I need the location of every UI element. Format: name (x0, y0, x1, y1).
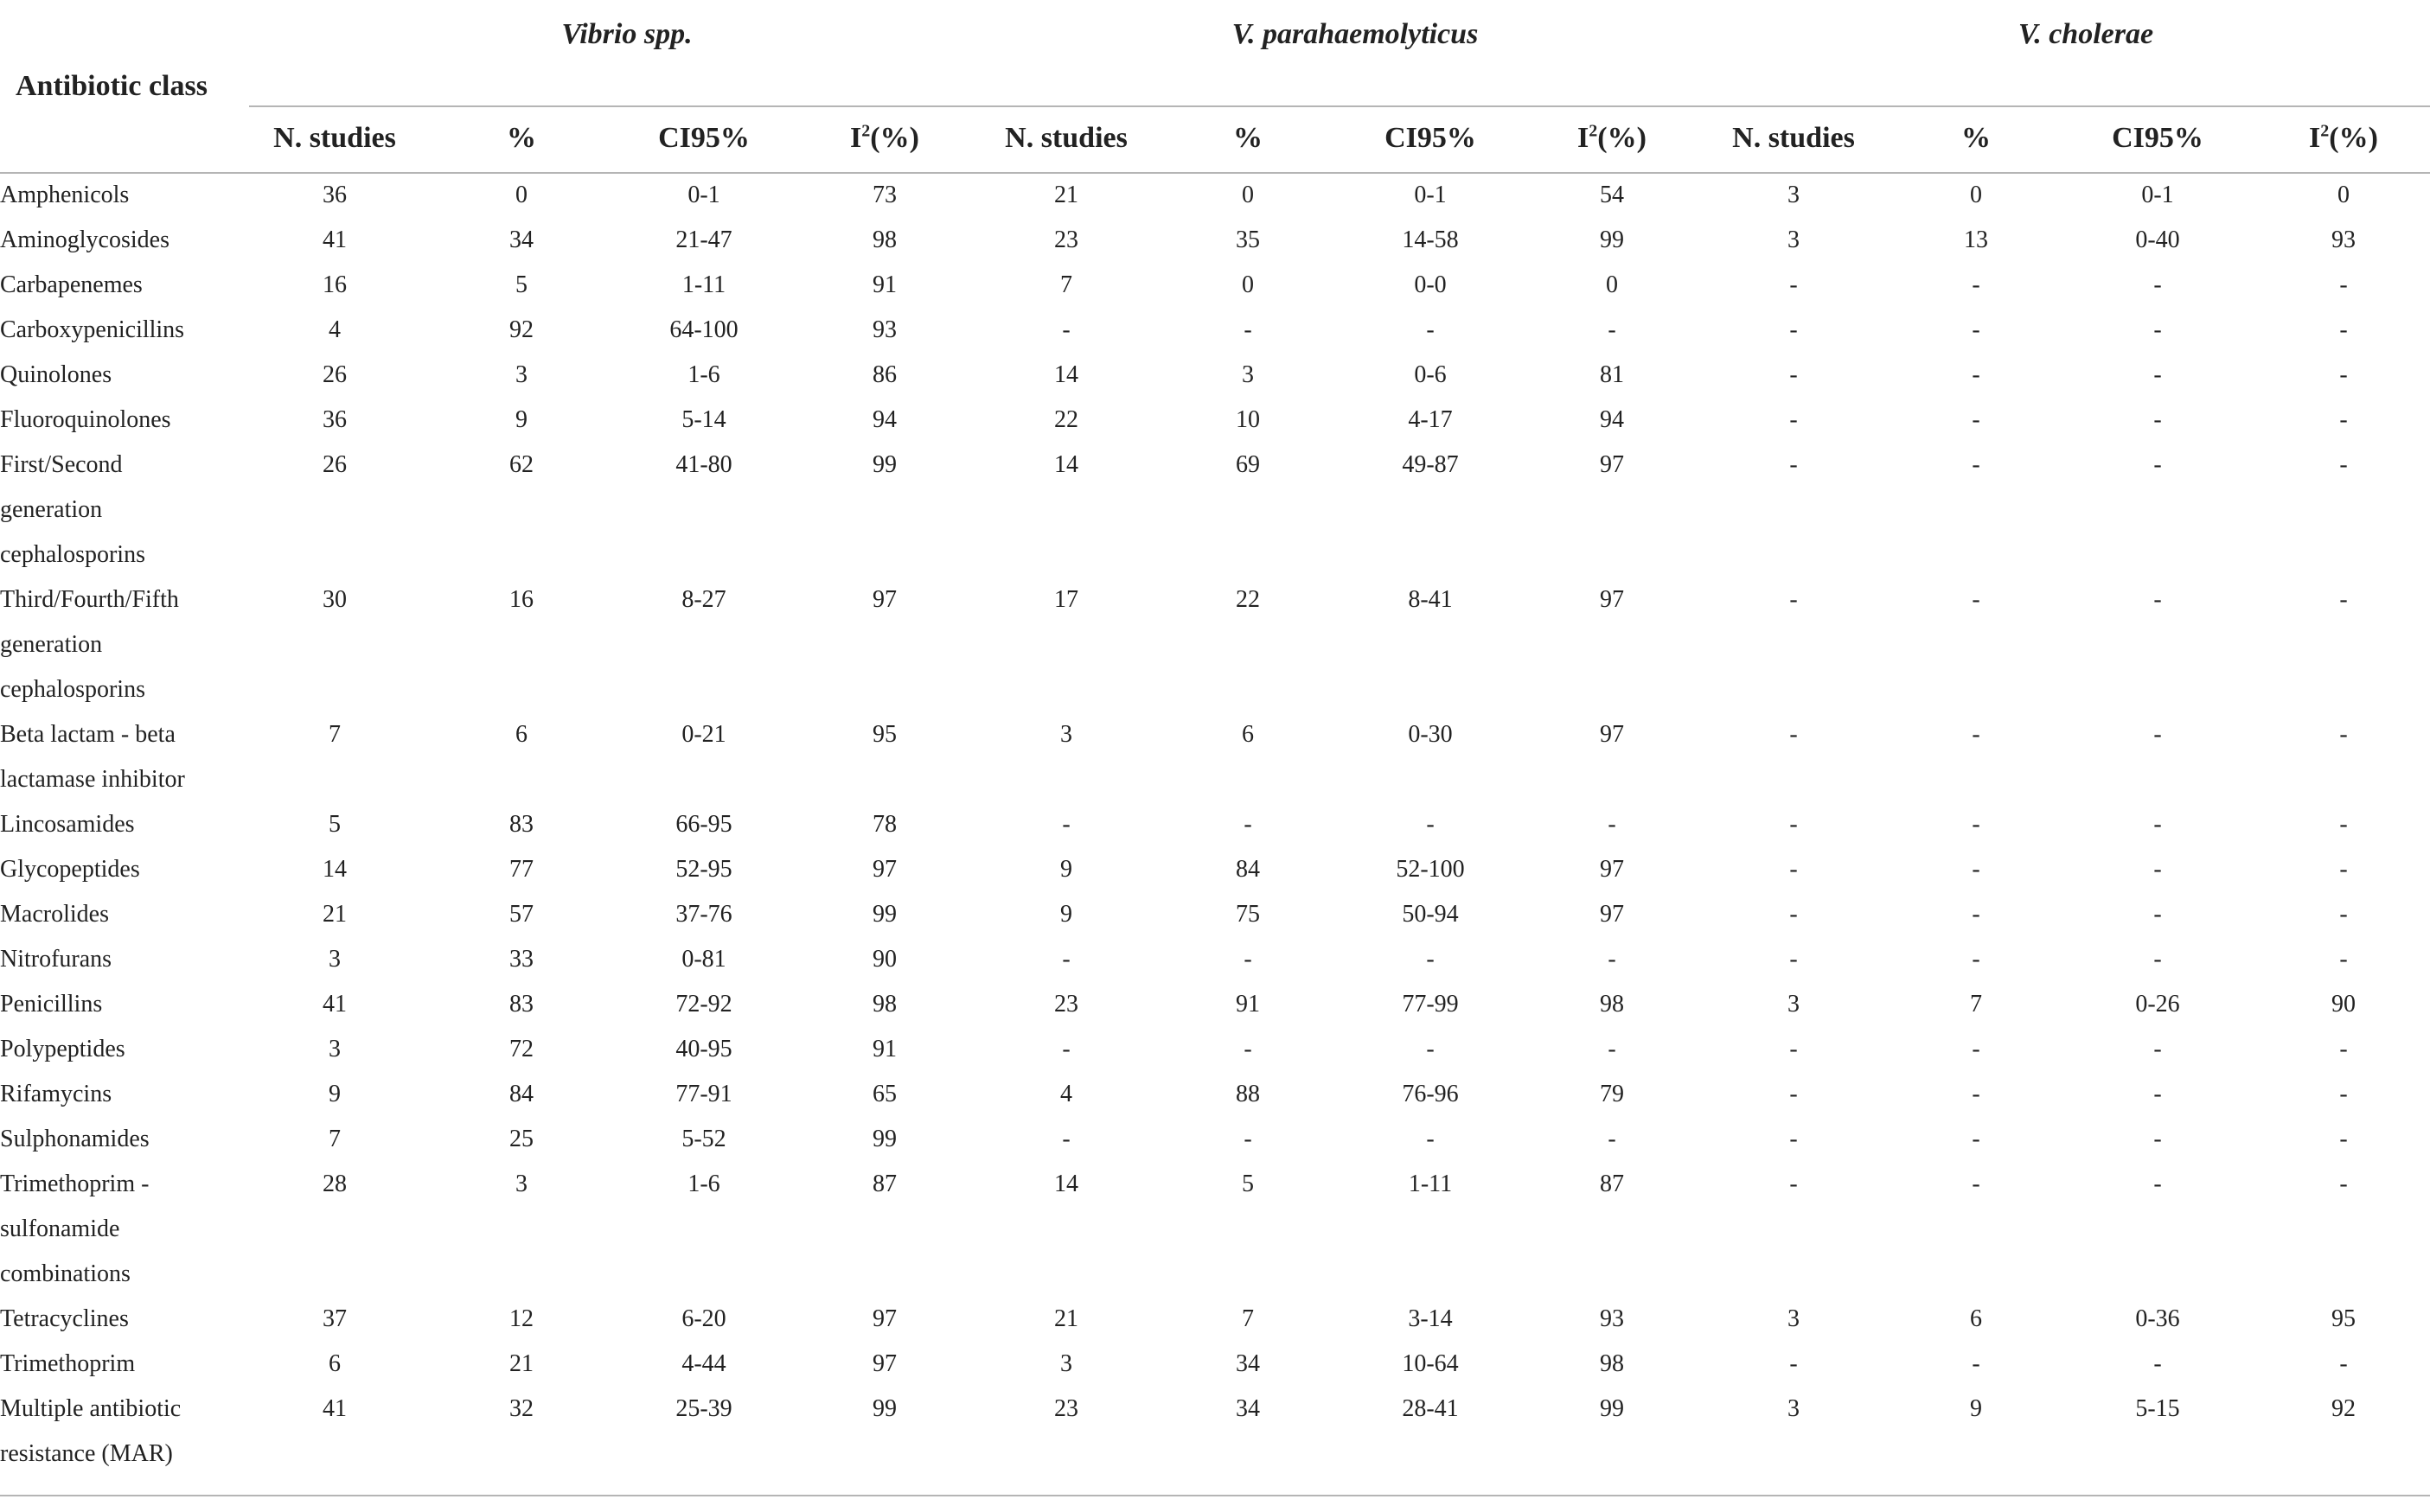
table-cell: - (1608, 1126, 1616, 1152)
table-cell: 72 (509, 1036, 534, 1062)
table-cell: 0-1 (2141, 182, 2174, 208)
table-cell: 6 (329, 1350, 341, 1377)
table-cell: - (1426, 1036, 1435, 1062)
table-cell: 90 (2331, 991, 2356, 1018)
table-cell: - (1972, 811, 1980, 838)
table-cell: 0-1 (687, 182, 720, 208)
row-label: Polypeptides (0, 1036, 125, 1062)
sub-header-n-studies-1: N. studies (1005, 122, 1128, 154)
table-cell: 4-44 (681, 1350, 726, 1377)
table-cell: 0 (2337, 182, 2350, 208)
row-label: Beta lactam - beta lactamase inhibitor (0, 721, 185, 793)
table-cell: 87 (873, 1171, 897, 1197)
row-label: Trimethoprim (0, 1350, 136, 1377)
table-cell: - (1789, 406, 1798, 433)
table-cell: - (2153, 586, 2162, 613)
table-cell: - (1062, 1036, 1071, 1062)
table-cell: - (1972, 1126, 1980, 1152)
row-label: Fluoroquinolones (0, 406, 171, 433)
table-cell: 52-100 (1396, 856, 1465, 883)
table-cell: 3 (515, 1171, 528, 1197)
table-cell: - (1789, 451, 1798, 478)
group-underline (249, 105, 2430, 107)
row-label: Carbapenemes (0, 271, 143, 298)
table-cell: - (2153, 1126, 2162, 1152)
table-cell: - (1972, 1350, 1980, 1377)
group-header-v-parahaemolyticus: V. parahaemolyticus (1231, 18, 1479, 50)
row-label: Sulphonamides (0, 1126, 150, 1152)
row-label: Tetracyclines (0, 1305, 129, 1332)
table-cell: - (2339, 811, 2348, 838)
table-cell: - (2153, 361, 2162, 388)
table-cell: 97 (1600, 721, 1624, 748)
table-cell: 33 (509, 946, 534, 973)
sub-header-ci95-0: CI95% (658, 122, 750, 154)
table-cell: 86 (873, 361, 897, 388)
table-cell: 8-27 (681, 586, 726, 613)
row-label: Quinolones (0, 361, 112, 388)
table-cell: 0-40 (2135, 226, 2180, 253)
table-cell: 7 (1970, 991, 1982, 1018)
row-label: Penicillins (0, 991, 103, 1018)
table-cell: 93 (873, 316, 897, 343)
table-cell: 77-99 (1402, 991, 1459, 1018)
table-cell: 21 (1054, 182, 1078, 208)
table-cell: - (1789, 1081, 1798, 1107)
row-header: Antibiotic class (16, 70, 208, 102)
table-cell: 5 (515, 271, 528, 298)
table-cell: 92 (2331, 1395, 2356, 1422)
table-cell: 0-81 (681, 946, 726, 973)
row-label: Lincosamides (0, 811, 135, 838)
table-cell: - (2153, 946, 2162, 973)
table-cell: 7 (329, 721, 341, 748)
table-cell: 3 (1787, 226, 1800, 253)
sub-header-i2-1: $I^2(\%)$ (1577, 121, 1647, 154)
bottom-rule (0, 1495, 2430, 1496)
table-cell: 69 (1236, 451, 1260, 478)
table-cell: - (1244, 316, 1252, 343)
row-label: Third/Fourth/Fifth generation cephalosporins (0, 586, 179, 703)
table-cell: - (2339, 1081, 2348, 1107)
group-header-vibrio-spp (561, 16, 692, 54)
table-cell: 79 (1600, 1081, 1624, 1107)
table-cell: 0-26 (2135, 991, 2180, 1018)
table-cell: 22 (1054, 406, 1078, 433)
table-cell: 9 (515, 406, 528, 433)
table-cell: - (1972, 451, 1980, 478)
table-cell: 34 (509, 226, 534, 253)
table-cell: 21-47 (675, 226, 732, 253)
table-cell: - (1426, 946, 1435, 973)
table-cell: 16 (509, 586, 534, 613)
table-cell: 76-96 (1402, 1081, 1459, 1107)
table-cell: - (2339, 361, 2348, 388)
table-cell: 0-21 (681, 721, 726, 748)
table-cell: - (2339, 1036, 2348, 1062)
table-cell: 90 (873, 946, 897, 973)
table-cell: - (1244, 1126, 1252, 1152)
sub-header-n-studies-2: N. studies (1732, 122, 1855, 154)
table-cell: - (1972, 856, 1980, 883)
table-cell: 3 (1787, 1395, 1800, 1422)
table-cell: 22 (1236, 586, 1260, 613)
row-label: Rifamycins (0, 1081, 112, 1107)
table-cell: 0-1 (1414, 182, 1447, 208)
table-cell: - (1244, 811, 1252, 838)
table-cell: 97 (873, 1350, 897, 1377)
table-cell: 94 (873, 406, 897, 433)
table-cell: 65 (873, 1081, 897, 1107)
table-cell: 1-6 (687, 361, 720, 388)
table-cell: - (1972, 901, 1980, 928)
table-cell: - (2153, 316, 2162, 343)
table-cell: 3 (515, 361, 528, 388)
table-cell: 3 (329, 1036, 341, 1062)
row-label: Macrolides (0, 901, 109, 928)
table-cell: - (1426, 316, 1435, 343)
table-cell: - (2153, 451, 2162, 478)
table-cell: 77 (509, 856, 534, 883)
table-cell: 23 (1054, 1395, 1078, 1422)
table-cell: 28 (323, 1171, 347, 1197)
row-label: Aminoglycosides (0, 226, 169, 253)
table-cell: 99 (873, 901, 897, 928)
table-cell: - (1789, 1036, 1798, 1062)
table-cell: 6-20 (681, 1305, 726, 1332)
table-cell: 1-11 (681, 271, 726, 298)
table-cell: - (1244, 946, 1252, 973)
table-cell: - (1062, 316, 1071, 343)
table-cell: 41 (323, 1395, 347, 1422)
table-cell: 34 (1236, 1350, 1260, 1377)
table-cell: 3 (1060, 721, 1072, 748)
table-cell: 0-0 (1414, 271, 1447, 298)
table-cell: - (1608, 1036, 1616, 1062)
table-cell: - (2339, 901, 2348, 928)
table-cell: 93 (1600, 1305, 1624, 1332)
table-cell: 91 (873, 271, 897, 298)
table-cell: - (2339, 406, 2348, 433)
table-cell: 78 (873, 811, 897, 838)
sub-header-percent-2: % (1961, 122, 1991, 154)
table-cell: 17 (1054, 586, 1078, 613)
table-cell: 3 (329, 946, 341, 973)
table-cell: 14-58 (1402, 226, 1459, 253)
table-cell: - (1789, 316, 1798, 343)
table-cell: - (1789, 811, 1798, 838)
table-cell: 83 (509, 811, 534, 838)
table-cell: 3 (1787, 1305, 1800, 1332)
table-cell: 26 (323, 451, 347, 478)
table-cell: 3 (1060, 1350, 1072, 1377)
group-name-vibrio-spp: Vibrio spp. (561, 18, 693, 50)
table-cell: - (2339, 451, 2348, 478)
table-cell: - (2153, 1350, 2162, 1377)
table-cell: - (1062, 811, 1071, 838)
table-cell: 3 (1787, 182, 1800, 208)
table-cell: 0 (1606, 271, 1618, 298)
table-cell: 7 (1060, 271, 1072, 298)
table-cell: 12 (509, 1305, 534, 1332)
sub-header-ci95-1: CI95% (1384, 122, 1476, 154)
table-cell: 23 (1054, 991, 1078, 1018)
table-cell: 9 (1060, 901, 1072, 928)
table-cell: 97 (1600, 586, 1624, 613)
table-cell: 30 (323, 586, 347, 613)
table-cell: 1-6 (687, 1171, 720, 1197)
table-cell: 8-41 (1408, 586, 1453, 613)
table-cell: 6 (1970, 1305, 1982, 1332)
table-cell: 66-95 (675, 811, 732, 838)
table-cell: 98 (873, 226, 897, 253)
table-cell: 0 (1970, 182, 1982, 208)
table-cell: - (2339, 586, 2348, 613)
table-cell: 36 (323, 406, 347, 433)
table-cell: 98 (873, 991, 897, 1018)
table-cell: - (1789, 586, 1798, 613)
table-cell: 21 (323, 901, 347, 928)
table-cell: - (2153, 406, 2162, 433)
table-cell: - (1972, 1081, 1980, 1107)
table-cell: - (2153, 1081, 2162, 1107)
table-cell: 95 (873, 721, 897, 748)
row-label: Trimethoprim - sulfonamide combinations (0, 1171, 150, 1287)
table-cell: 21 (1054, 1305, 1078, 1332)
table-cell: 97 (1600, 901, 1624, 928)
table-cell: 93 (2331, 226, 2356, 253)
table-cell: 52-95 (675, 856, 732, 883)
table-cell: - (1062, 946, 1071, 973)
table-cell: - (1972, 721, 1980, 748)
table-cell: 10-64 (1402, 1350, 1459, 1377)
table-cell: 6 (515, 721, 528, 748)
table-cell: - (2339, 721, 2348, 748)
table-cell: 94 (1600, 406, 1624, 433)
table-cell: 92 (509, 316, 534, 343)
table-cell: 9 (1970, 1395, 1982, 1422)
table-cell: 64-100 (669, 316, 739, 343)
table-cell: 62 (509, 451, 534, 478)
table-cell: 97 (873, 856, 897, 883)
table-cell: 99 (873, 1126, 897, 1152)
table-cell: 3-14 (1408, 1305, 1453, 1332)
table-cell: 99 (1600, 1395, 1624, 1422)
sub-header-percent-0: % (507, 122, 536, 154)
table-cell: 97 (1600, 856, 1624, 883)
table-cell: - (1972, 271, 1980, 298)
table-cell: 0-6 (1414, 361, 1447, 388)
table-cell: - (1972, 946, 1980, 973)
table-cell: 99 (873, 1395, 897, 1422)
table-cell: 98 (1600, 991, 1624, 1018)
table-cell: - (1608, 811, 1616, 838)
table-cell: 32 (509, 1395, 534, 1422)
table-cell: 26 (323, 361, 347, 388)
table-cell: 49-87 (1402, 451, 1459, 478)
table-cell: 72-92 (675, 991, 732, 1018)
table-cell: 91 (1236, 991, 1260, 1018)
table-cell: 87 (1600, 1171, 1624, 1197)
table-cell: 0 (1242, 182, 1254, 208)
table-cell: 0 (1242, 271, 1254, 298)
table-cell: 25-39 (675, 1395, 732, 1422)
table-cell: 98 (1600, 1350, 1624, 1377)
row-label: First/Second generation cephalosporins (0, 451, 145, 568)
table-cell: 37 (323, 1305, 347, 1332)
sub-header-percent-1: % (1233, 122, 1263, 154)
table-cell: - (2153, 1171, 2162, 1197)
table-cell: 95 (2331, 1305, 2356, 1332)
table-cell: 5 (1242, 1171, 1254, 1197)
table-cell: 28-41 (1402, 1395, 1459, 1422)
table-cell: 5-14 (681, 406, 726, 433)
table-cell: 97 (873, 1305, 897, 1332)
table-cell: 14 (323, 856, 347, 883)
table-cell: - (2339, 856, 2348, 883)
table-cell: 23 (1054, 226, 1078, 253)
table-cell: - (1789, 856, 1798, 883)
table-cell: 99 (1600, 226, 1624, 253)
table-cell: 4 (1060, 1081, 1072, 1107)
table-cell: - (2339, 946, 2348, 973)
row-label: Amphenicols (0, 182, 130, 208)
table-cell: 1-11 (1408, 1171, 1453, 1197)
table-cell: 10 (1236, 406, 1260, 433)
table-cell: - (1972, 1171, 1980, 1197)
table-cell: - (2153, 271, 2162, 298)
table-cell: 41 (323, 226, 347, 253)
table-cell: - (1608, 316, 1616, 343)
table-cell: 97 (873, 586, 897, 613)
table-cell: - (1972, 361, 1980, 388)
table-cell: 3 (1787, 991, 1800, 1018)
table-cell: 9 (329, 1081, 341, 1107)
table-cell: 91 (873, 1036, 897, 1062)
table-cell: 9 (1060, 856, 1072, 883)
table-cell: - (1789, 901, 1798, 928)
table-cell: 35 (1236, 226, 1260, 253)
sub-header-i2-0: $I^2(\%)$ (850, 121, 919, 154)
table-cell: 75 (1236, 901, 1260, 928)
table-cell: - (1789, 721, 1798, 748)
sub-header-i2-2: $I^2(\%)$ (2309, 121, 2378, 154)
header-rule (0, 172, 2430, 174)
table-cell: 54 (1600, 182, 1624, 208)
table-cell: 5-15 (2135, 1395, 2180, 1422)
table-cell: - (1062, 1126, 1071, 1152)
table-cell: 6 (1242, 721, 1254, 748)
sub-header-ci95-2: CI95% (2112, 122, 2203, 154)
table-cell: - (1789, 271, 1798, 298)
table-cell: 16 (323, 271, 347, 298)
table-cell: - (1608, 946, 1616, 973)
table-cell: 0 (515, 182, 528, 208)
table-cell: 41 (323, 991, 347, 1018)
table-cell: 4 (329, 316, 341, 343)
table-cell: - (1789, 1171, 1798, 1197)
table-cell: - (1789, 946, 1798, 973)
table-cell: 7 (1242, 1305, 1254, 1332)
group-header-v-cholerae: V. cholerae (2018, 18, 2154, 50)
table-cell: 0-30 (1408, 721, 1453, 748)
table-cell: - (1972, 586, 1980, 613)
table-cell: - (1426, 811, 1435, 838)
table-cell: - (1789, 1350, 1798, 1377)
table-cell: 84 (1236, 856, 1260, 883)
table-cell: - (2153, 1036, 2162, 1062)
row-label: Carboxypenicillins (0, 316, 185, 343)
table-cell: 77-91 (675, 1081, 732, 1107)
table-cell: 57 (509, 901, 534, 928)
table-cell: 88 (1236, 1081, 1260, 1107)
table-cell: - (1244, 1036, 1252, 1062)
table-cell: - (1972, 1036, 1980, 1062)
table-cell: 50-94 (1402, 901, 1459, 928)
table-cell: 83 (509, 991, 534, 1018)
table-cell: 3 (1242, 361, 1254, 388)
table-cell: - (1972, 406, 1980, 433)
table-cell: 14 (1054, 1171, 1078, 1197)
table-cell: 14 (1054, 361, 1078, 388)
table-cell: 25 (509, 1126, 534, 1152)
table-cell: - (1789, 361, 1798, 388)
table-cell: 21 (509, 1350, 534, 1377)
table-cell: 40-95 (675, 1036, 732, 1062)
table-cell: - (2153, 721, 2162, 748)
table-cell: 13 (1964, 226, 1988, 253)
table-cell: 36 (323, 182, 347, 208)
table-cell: 7 (329, 1126, 341, 1152)
table-cell: 81 (1600, 361, 1624, 388)
table-cell: - (2339, 271, 2348, 298)
table-cell: 97 (1600, 451, 1624, 478)
table-cell: 37-76 (675, 901, 732, 928)
row-label: Glycopeptides (0, 856, 140, 883)
table-cell: 73 (873, 182, 897, 208)
table-cell: - (1789, 1126, 1798, 1152)
table-cell: - (2339, 316, 2348, 343)
table-cell: 34 (1236, 1395, 1260, 1422)
sub-header-n-studies-0: N. studies (273, 122, 396, 154)
table-cell: - (1972, 316, 1980, 343)
table-cell: - (2153, 856, 2162, 883)
table-cell: 99 (873, 451, 897, 478)
table-cell: 41-80 (675, 451, 732, 478)
table-cell: - (2153, 811, 2162, 838)
table-cell: 14 (1054, 451, 1078, 478)
table-cell: 0-36 (2135, 1305, 2180, 1332)
table-cell: 5-52 (681, 1126, 726, 1152)
table-cell: 5 (329, 811, 341, 838)
table-cell: - (2339, 1126, 2348, 1152)
row-label: Multiple antibiotic resistance (MAR) (0, 1395, 182, 1467)
table-cell: - (1426, 1126, 1435, 1152)
table-cell: 4-17 (1408, 406, 1453, 433)
table-cell: 84 (509, 1081, 534, 1107)
row-label: Nitrofurans (0, 946, 112, 973)
table-cell: - (2339, 1350, 2348, 1377)
table-cell: - (2153, 901, 2162, 928)
table-cell: - (2339, 1171, 2348, 1197)
